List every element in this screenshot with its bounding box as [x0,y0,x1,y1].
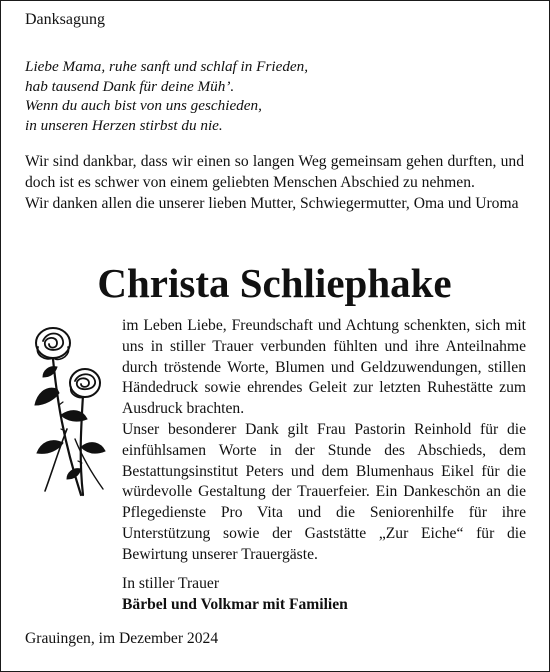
thanks-text [122,316,526,566]
deceased-name: Christa Schliephake [97,260,452,306]
poem-line: in unseren Herzen stirbst du nie. [25,116,223,134]
signature-names: Bärbel und Volkmar mit Familien [122,596,348,613]
roses-icon [23,319,113,497]
poem-line: hab tausend Dank für deine Müh’. [25,77,235,95]
intro-text [25,152,524,214]
intro-paragraph: Wir danken allen die unserer lieben Mutter, Schwiegermutter, Oma und Uroma [25,194,519,212]
signature-label: In stiller Trauer [122,575,220,592]
poem [25,57,308,135]
place-date: Grauingen, im Dezember 2024 [25,630,219,647]
thanks-paragraph: Unser besonderer Dank gilt Frau Pastorin Reinhold für die einfühlsamen Worte in der Stunde des Abschieds, dem Bestattungsinstitut Peters und dem Blumenhaus Eikel für die würdevolle Gestaltung der Trauerfeier. Ein Dankeschön an die Pflegedienste Pro Vita und die Seniorenhilfe für ihre Unterstützung sowie der Gaststätte „Zur Eiche“ für die Bewirtung unserer Trauergäste. [122,420,526,563]
poem-line: Wenn du auch bist von uns geschieden, [25,97,262,115]
poem-line: Liebe Mama, ruhe sanft und schlaf in Frieden, [25,58,309,75]
notice-heading: Danksagung [25,11,105,28]
thanks-paragraph: im Leben Liebe, Freundschaft und Achtung schenkten, sich mit uns in stiller Trauer verbunden fühlten und ihre Anteilnahme durch tröstende Worte, Blumen und Geldzuwendungen, stillen Händedruck sowie ehrendes Geleit zur letzten Ruhestätte zum Ausdruck brachten. [122,317,526,418]
intro-paragraph: Wir sind dankbar, dass wir einen so langen Weg gemeinsam gehen durften, und doch ist es schwer von einem geliebten Menschen Abschied zu nehmen. [25,153,524,191]
